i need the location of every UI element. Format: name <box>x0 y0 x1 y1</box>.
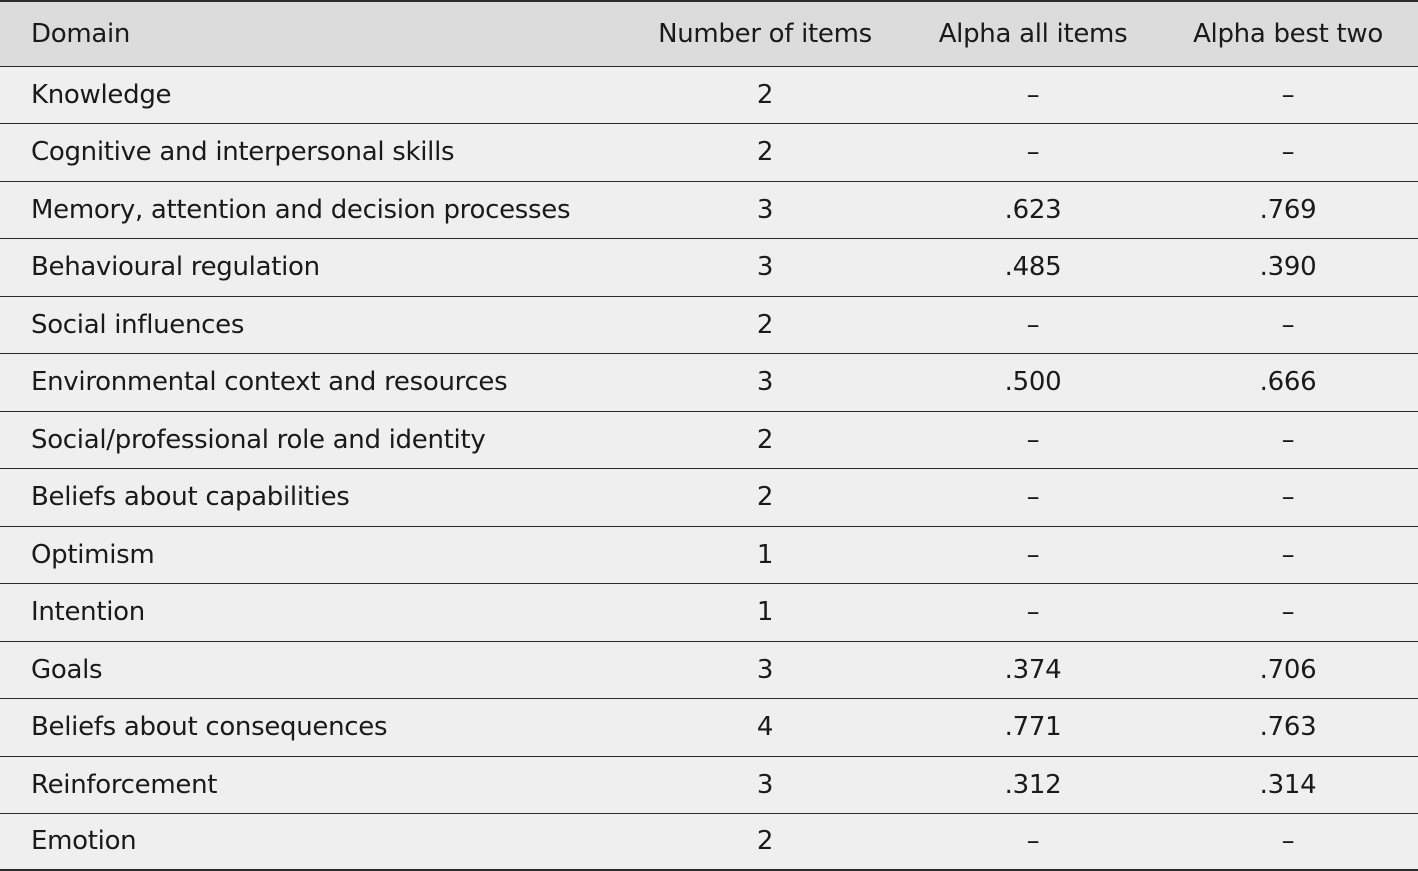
cell-alpha-best-two: – <box>1281 424 1295 455</box>
table-body <box>0 66 1418 870</box>
cell-alpha-best-two: .314 <box>1259 769 1317 800</box>
header-domain: Domain <box>31 18 131 49</box>
cell-alpha-all-items: .623 <box>1004 194 1062 225</box>
table-row <box>0 411 1418 469</box>
table-row <box>0 699 1418 757</box>
cell-alpha-best-two: – <box>1281 482 1295 513</box>
cell-alpha-best-two: .706 <box>1259 654 1317 685</box>
cell-domain: Goals <box>31 654 103 685</box>
table-row <box>0 66 1418 124</box>
cell-number-of-items: 2 <box>756 482 774 513</box>
cell-domain: Optimism <box>31 539 155 570</box>
cell-alpha-all-items: .771 <box>1004 712 1062 743</box>
cell-alpha-all-items: – <box>1026 79 1040 110</box>
cell-alpha-all-items: – <box>1026 826 1040 857</box>
header-alpha-best-two: Alpha best two <box>1193 18 1383 49</box>
cell-domain: Cognitive and interpersonal skills <box>31 137 455 168</box>
cell-alpha-best-two: .763 <box>1259 712 1317 743</box>
cell-domain: Social influences <box>31 309 245 340</box>
table-row <box>0 296 1418 354</box>
cell-domain: Emotion <box>31 826 137 857</box>
table-row <box>0 239 1418 297</box>
cell-domain: Intention <box>31 597 145 628</box>
cell-domain: Memory, attention and decision processes <box>31 194 571 225</box>
cell-alpha-all-items: – <box>1026 482 1040 513</box>
header-alpha-all-items: Alpha all items <box>938 18 1128 49</box>
cell-alpha-all-items: – <box>1026 539 1040 570</box>
cell-domain: Behavioural regulation <box>31 252 320 283</box>
table-row <box>0 641 1418 699</box>
cell-number-of-items: 2 <box>756 137 774 168</box>
cell-alpha-all-items: .485 <box>1004 252 1062 283</box>
cell-alpha-all-items: – <box>1026 309 1040 340</box>
table-row <box>0 814 1418 870</box>
cell-number-of-items: 3 <box>756 194 774 225</box>
cell-number-of-items: 3 <box>756 769 774 800</box>
table-header <box>0 1 1418 66</box>
cell-domain: Reinforcement <box>31 769 218 800</box>
table-row <box>0 124 1418 182</box>
cell-alpha-best-two: .769 <box>1259 194 1317 225</box>
cell-alpha-all-items: .312 <box>1004 769 1062 800</box>
cell-alpha-best-two: – <box>1281 137 1295 168</box>
cell-alpha-best-two: .390 <box>1259 252 1317 283</box>
table-row <box>0 756 1418 814</box>
table-row <box>0 526 1418 584</box>
cell-number-of-items: 3 <box>756 654 774 685</box>
cell-number-of-items: 3 <box>756 367 774 398</box>
cell-alpha-all-items: .500 <box>1004 367 1062 398</box>
header-number-of-items: Number of items <box>658 18 872 49</box>
header-row <box>0 1 1418 66</box>
cell-number-of-items: 1 <box>756 597 774 628</box>
table-row <box>0 181 1418 239</box>
cell-number-of-items: 3 <box>756 252 774 283</box>
cell-alpha-best-two: – <box>1281 539 1295 570</box>
cell-alpha-best-two: – <box>1281 597 1295 628</box>
cell-alpha-best-two: – <box>1281 79 1295 110</box>
cell-alpha-all-items: – <box>1026 424 1040 455</box>
table-row <box>0 584 1418 642</box>
cell-number-of-items: 2 <box>756 79 774 110</box>
cell-domain: Environmental context and resources <box>31 367 508 398</box>
cell-domain: Beliefs about consequences <box>31 712 388 743</box>
cell-number-of-items: 1 <box>756 539 774 570</box>
cell-number-of-items: 2 <box>756 826 774 857</box>
cell-alpha-best-two: – <box>1281 826 1295 857</box>
cell-alpha-best-two: – <box>1281 309 1295 340</box>
cell-domain: Social/professional role and identity <box>31 424 486 455</box>
cell-alpha-all-items: – <box>1026 137 1040 168</box>
cell-number-of-items: 2 <box>756 424 774 455</box>
table-row <box>0 354 1418 412</box>
cell-domain: Beliefs about capabilities <box>31 482 350 513</box>
cell-alpha-all-items: .374 <box>1004 654 1062 685</box>
cell-alpha-all-items: – <box>1026 597 1040 628</box>
table-row <box>0 469 1418 527</box>
cell-number-of-items: 2 <box>756 309 774 340</box>
cell-domain: Knowledge <box>31 79 172 110</box>
cell-alpha-best-two: .666 <box>1259 367 1317 398</box>
cell-number-of-items: 4 <box>756 712 774 743</box>
